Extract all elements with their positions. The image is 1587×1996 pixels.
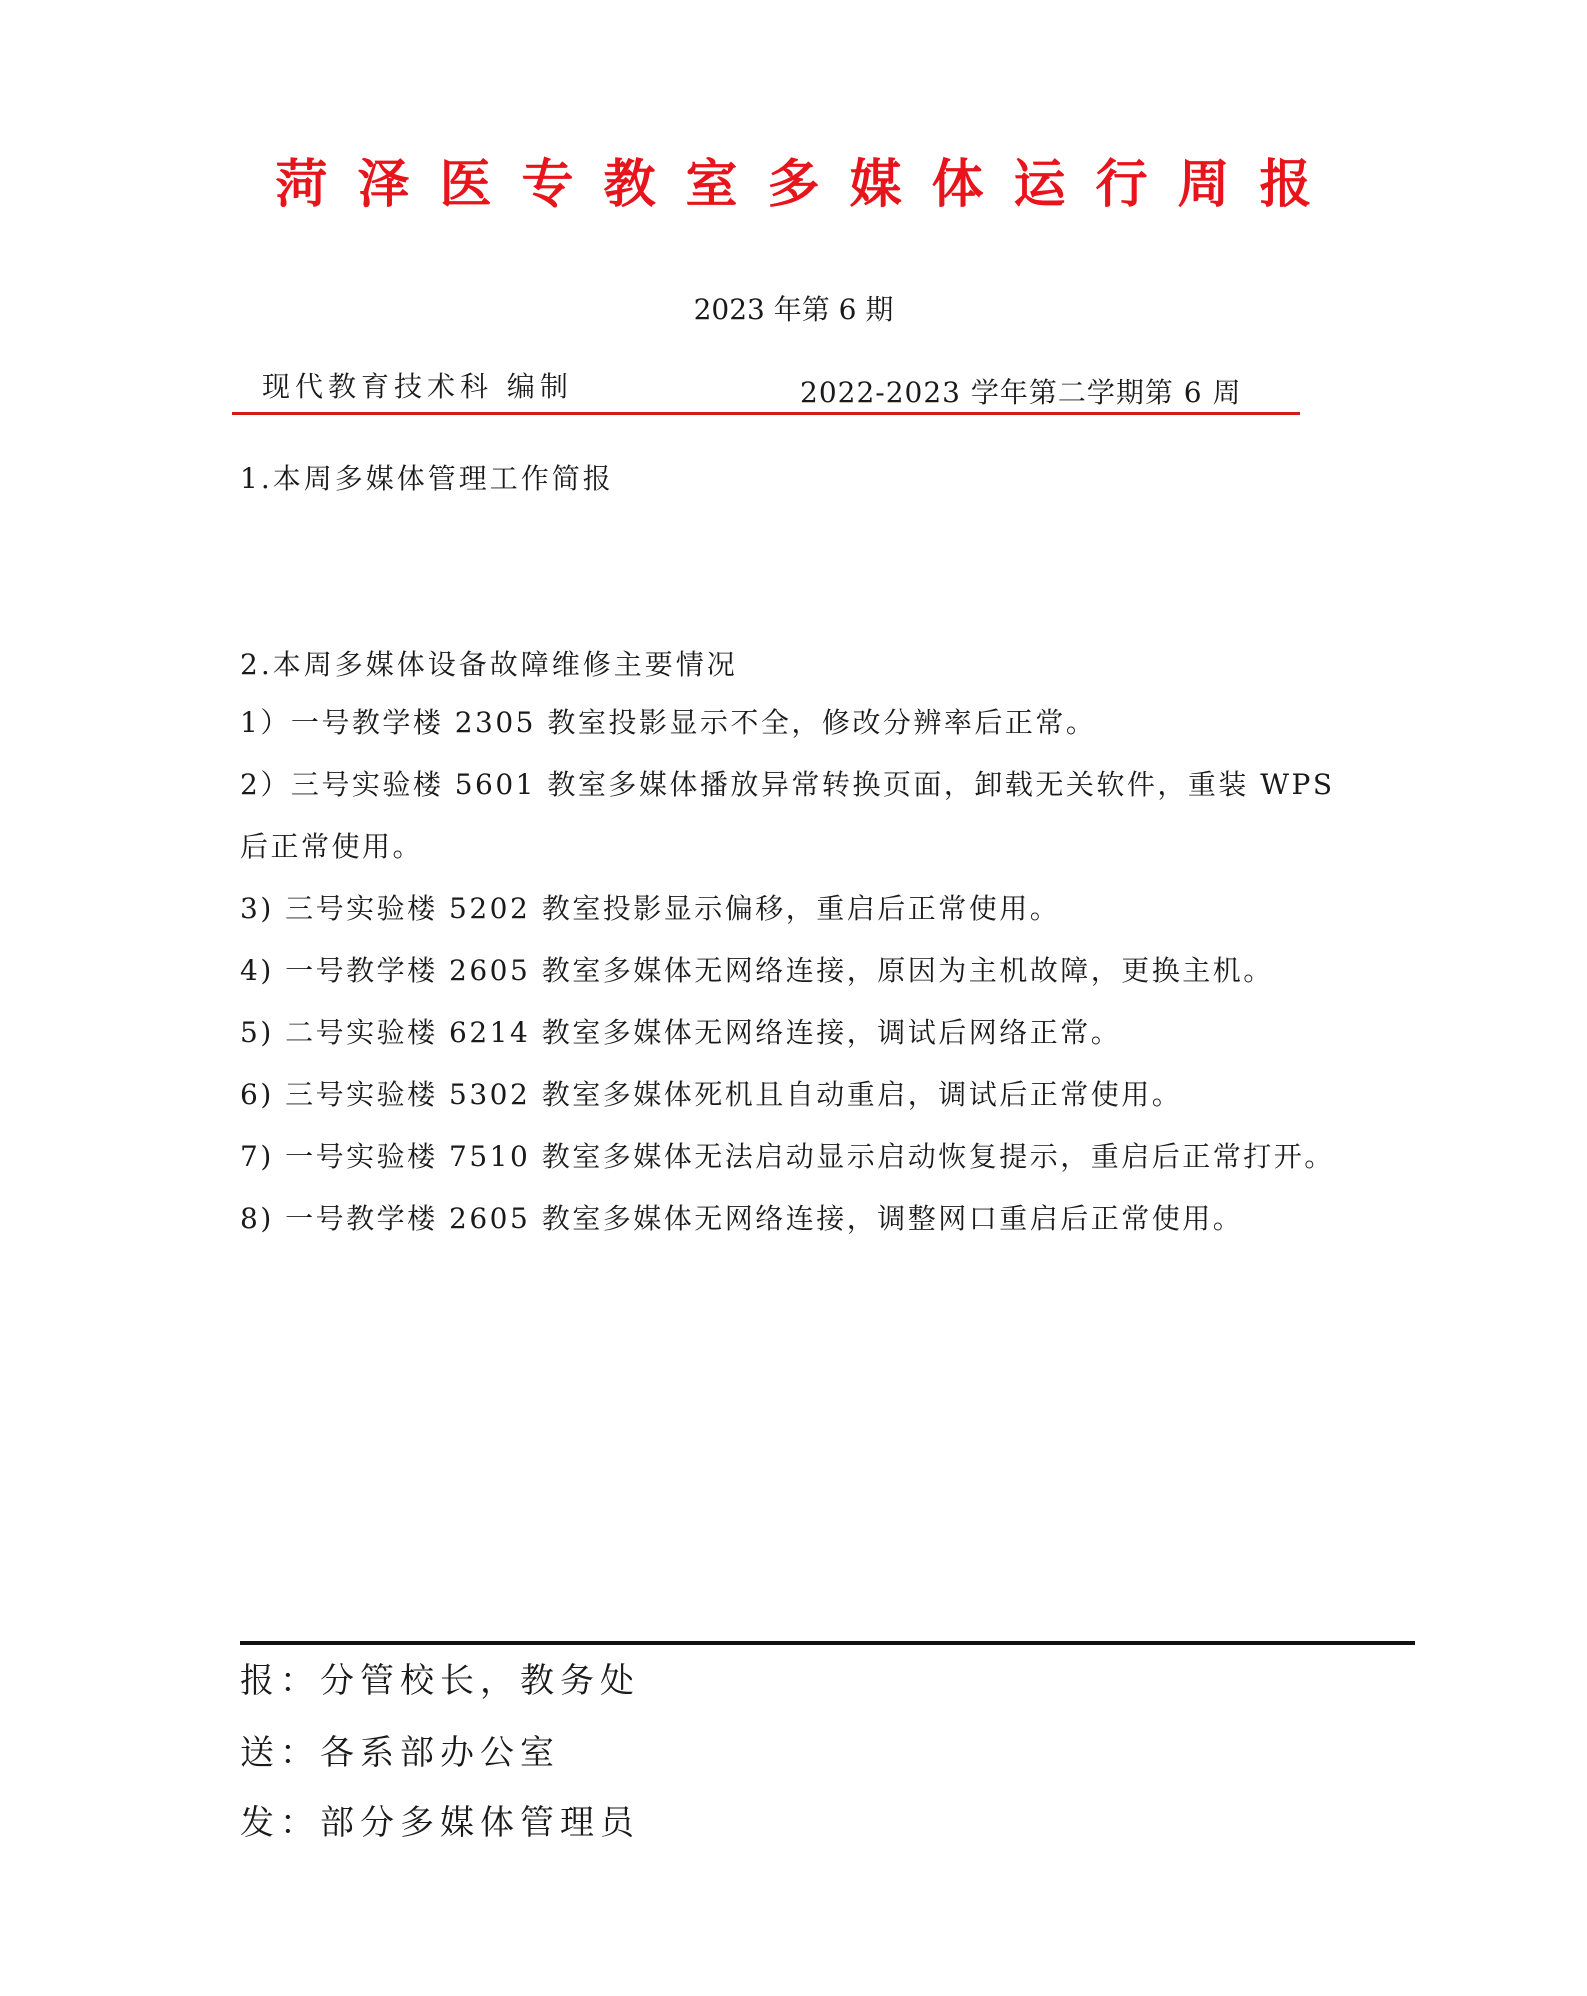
issue-number: 2023 年第 6 期 <box>693 293 894 326</box>
issue-to-line: 发：部分多媒体管理员 <box>240 1803 640 1843</box>
bulletin-title: 菏泽医专教室多媒体运行周报 <box>275 154 1342 215</box>
footer-divider <box>240 1641 1415 1645</box>
report-to-line: 报：分管校长，教务处 <box>240 1661 640 1701</box>
repair-item: 3) 三号实验楼 5202 教室投影显示偏移，重启后正常使用。 <box>240 892 1061 925</box>
repair-item: 7) 一号实验楼 7510 教室多媒体无法启动显示启动恢复提示，重启后正常打开。 <box>240 1140 1335 1173</box>
summary-heading: 1.本周多媒体管理工作简报 <box>240 462 614 495</box>
repair-item: 4) 一号教学楼 2605 教室多媒体无网络连接，原因为主机故障，更换主机。 <box>240 954 1274 987</box>
send-to-line: 送：各系部办公室 <box>240 1733 560 1773</box>
repair-item: 6) 三号实验楼 5302 教室多媒体死机且自动重启，调试后正常使用。 <box>240 1078 1183 1111</box>
repair-item: 2）三号实验楼 5601 教室多媒体播放异常转换页面，卸载无关软件，重装 WPS 后正常使用。 <box>240 768 1335 863</box>
repair-item: 1）一号教学楼 2305 教室投影显示不全，修改分辨率后正常。 <box>240 706 1097 739</box>
header-divider <box>232 412 1300 415</box>
editor-line: 现代教育技术科 编制 <box>262 370 573 403</box>
repairs-list <box>240 692 1370 1250</box>
term-week: 2022-2023 学年第二学期第 6 周 <box>800 376 1242 409</box>
repair-item: 8) 一号教学楼 2605 教室多媒体无网络连接，调整网口重启后正常使用。 <box>240 1202 1244 1235</box>
repairs-heading: 2.本周多媒体设备故障维修主要情况 <box>240 648 738 681</box>
repair-item: 5) 二号实验楼 6214 教室多媒体无网络连接，调试后网络正常。 <box>240 1016 1122 1049</box>
